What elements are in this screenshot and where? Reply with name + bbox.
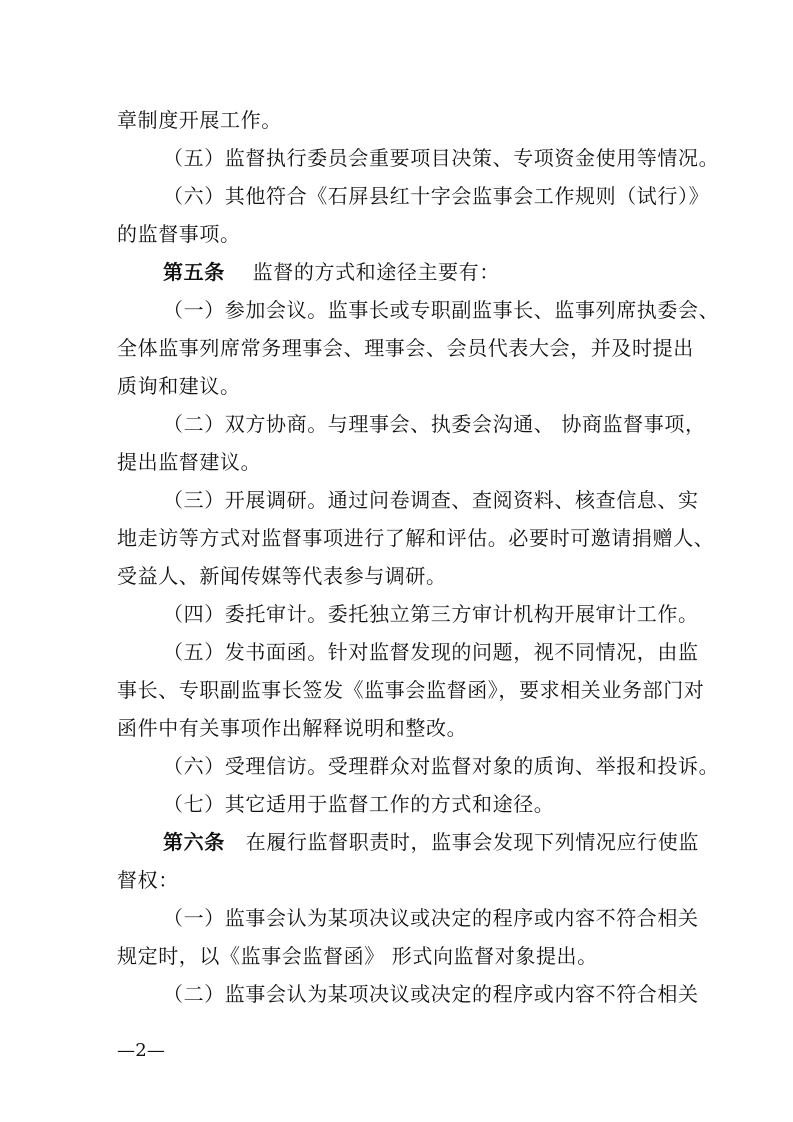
- body-text-line: 规定时，以《监事会监督函》 形式向监督对象提出。: [117, 944, 598, 968]
- body-text-line: （二）监事会认为某项决议或决定的程序或内容不符合相关: [163, 982, 699, 1006]
- page-number: —2—: [117, 1040, 166, 1061]
- body-text-line: （七）其它适用于监督工作的方式和途径。: [163, 792, 555, 816]
- article-6-title: 第六条: [163, 830, 225, 854]
- body-text-line: 提出监督建议。: [117, 450, 262, 474]
- article-6-line: [163, 830, 699, 854]
- body-text-line: （三）开展调研。通过问卷调查、查阅资料、核查信息、实: [163, 488, 699, 512]
- article-5-title: 第五条: [163, 260, 225, 284]
- body-text-line: 的监督事项。: [117, 222, 241, 246]
- body-text-line: （一）参加会议。监事长或专职副监事长、监事列席执委会、: [163, 298, 720, 322]
- body-text-line: 事长、专职副监事长签发《监事会监督函》，要求相关业务部门对: [117, 678, 705, 702]
- body-text-line: 全体监事列席常务理事会、理事会、会员代表大会，并及时提出: [117, 336, 694, 360]
- body-text-line: 地走访等方式对监督事项进行了解和评估。必要时可邀请捐赠人、: [117, 526, 715, 550]
- body-text-line: （一）监事会认为某项决议或决定的程序或内容不符合相关: [163, 906, 699, 930]
- body-text-line: （四）委托审计。委托独立第三方审计机构开展审计工作。: [163, 602, 699, 626]
- article-5-line: [163, 260, 683, 284]
- body-text-line: （五）发书面函。针对监督发现的问题，视不同情况，由监: [163, 640, 699, 664]
- article-6-text: 在履行监督职责时，监事会发现下列情况应行使监: [245, 830, 699, 854]
- body-text-line: 章制度开展工作。: [117, 108, 282, 132]
- body-text-line: （六）其他符合《石屏县红十字会监事会工作规则（试行）》: [163, 184, 710, 208]
- body-text-line: 督权：: [117, 868, 179, 892]
- body-text-line: （五）监督执行委员会重要项目决策、专项资金使用等情况。: [163, 146, 720, 170]
- body-text-line: 受益人、新闻传媒等代表参与调研。: [117, 564, 447, 588]
- body-text-line: （二）双方协商。与理事会、执委会沟通、 协商监督事项，: [163, 412, 706, 436]
- article-5-text: 监督的方式和途径主要有：: [252, 260, 500, 284]
- body-text-line: 函件中有关事项作出解释说明和整改。: [117, 716, 468, 740]
- body-text-line: （六）受理信访。受理群众对监督对象的质询、举报和投诉。: [163, 754, 720, 778]
- body-text-line: 质询和建议。: [117, 374, 241, 398]
